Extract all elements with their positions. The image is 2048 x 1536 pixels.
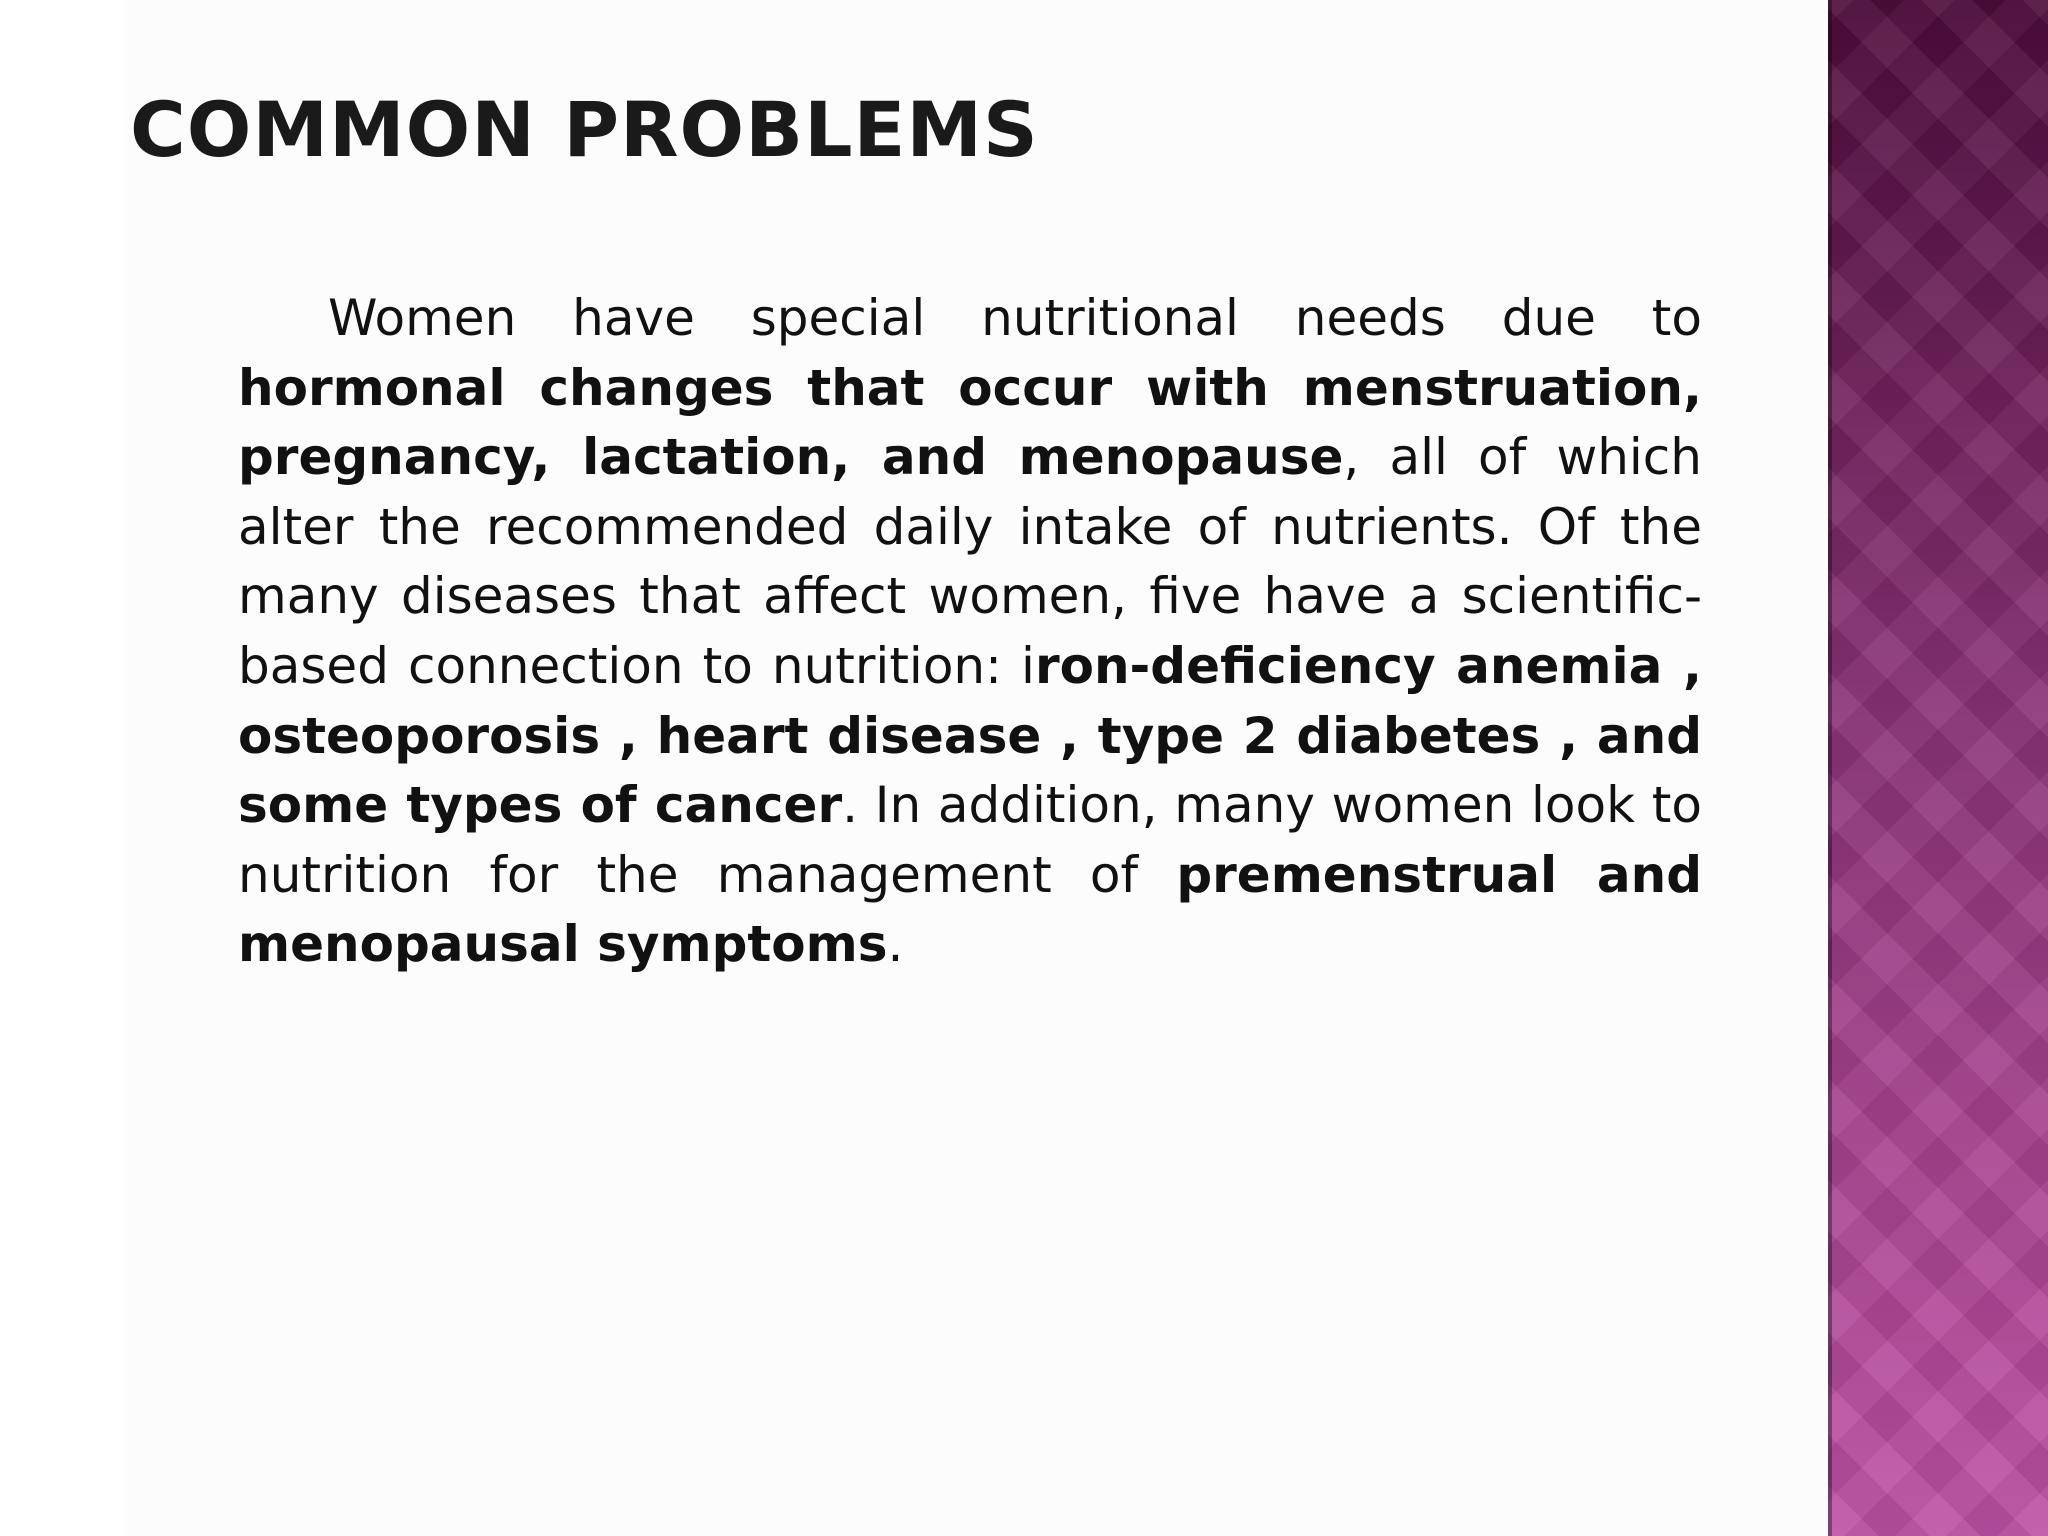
text-run: Women have special nutritional needs due to (328, 289, 1702, 347)
text-run: . (887, 915, 904, 974)
side-panel-edge (1828, 0, 1832, 1536)
text-run-bold: hormonal changes that occur with menstruation, pregnancy, lactation, and menopause (238, 358, 1702, 487)
diamond-pattern (1828, 0, 2048, 1536)
text-run-bold: ron-deficiency anemia , osteoporosis , heart disease , type 2 diabetes , and some types of cancer (238, 636, 1703, 835)
decorative-side-panel (1828, 0, 2048, 1536)
text-run: . In addition, many women look to nutrition for the management of (238, 776, 1702, 904)
body-paragraph (238, 284, 1702, 980)
text-run: , all of which alter the recommended daily intake of nutrients. Of the many diseases that affect women, five have a scientific-based connection to nutrition: i (238, 428, 1702, 695)
slide-title: COMMON PROBLEMS (130, 85, 1039, 174)
text-run-bold: premenstrual and menopausal symptoms (238, 845, 1702, 974)
